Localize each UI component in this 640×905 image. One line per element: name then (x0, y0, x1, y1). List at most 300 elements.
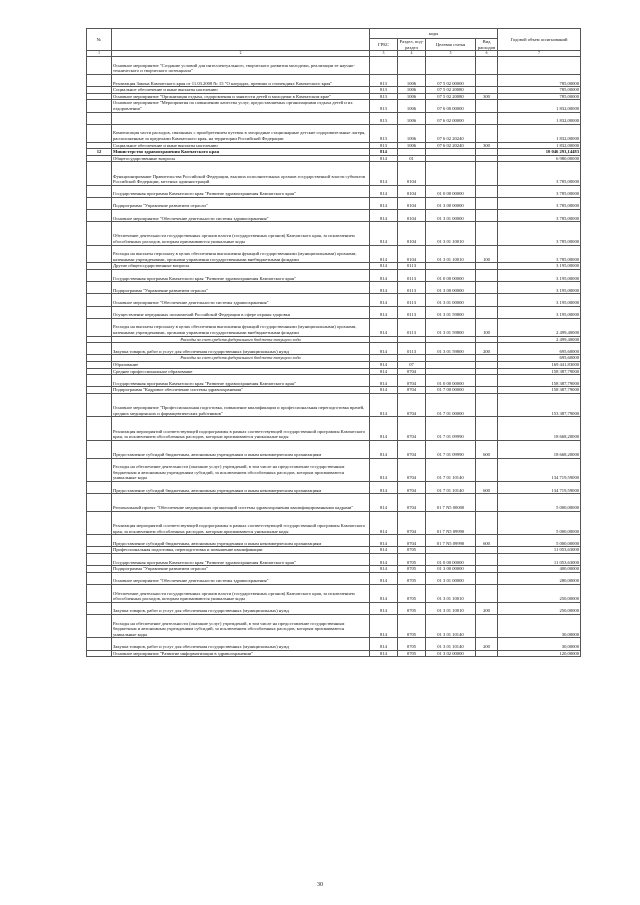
row-razdel: 0704 (398, 417, 426, 440)
row-csr: 01 0 00 00000 (426, 554, 476, 566)
table-row (87, 245, 581, 263)
column-index: 1 (87, 51, 112, 57)
row-name: Подпрограмма "Кадровое обеспечение системы здравоохранения" (112, 387, 370, 394)
row-sum: 3 785,00000 (498, 210, 581, 222)
row-grbs: 814 (370, 585, 398, 603)
row-csr: 01 3 02 00000 (426, 650, 476, 657)
row-vid (476, 74, 498, 86)
row-csr: 01 0 00 00000 (426, 270, 476, 282)
table-row (87, 387, 581, 394)
row-vid (476, 585, 498, 603)
row-csr: 01 7 01 09990 (426, 417, 476, 440)
row-vid: 200 (476, 602, 498, 614)
row-sum: 6 980,00000 (498, 155, 581, 162)
row-number (87, 387, 112, 394)
header-row-top (87, 29, 581, 39)
row-sum: 11 053,63000 (498, 547, 581, 554)
table-row (87, 270, 581, 282)
row-razdel: 1006 (398, 93, 426, 100)
row-name: Расходы за счет средств федерального бюджета текущего года (112, 355, 370, 362)
row-name: Компенсация части расходов, связанных с приобретением путевок в загородные стационарные детские оздоровительные лагеря, расположенные за пределами Камчатского края, на территории Российской Федерации (112, 124, 370, 142)
row-sum: 3 195,00000 (498, 263, 581, 270)
row-number (87, 245, 112, 263)
row-number (87, 142, 112, 149)
row-csr: 01 3 01 10010 (426, 222, 476, 245)
row-csr: 01 7 00 00000 (426, 387, 476, 394)
row-vid (476, 112, 498, 124)
row-sum: 158 387,79000 (498, 387, 581, 394)
row-sum: 30,00000 (498, 615, 581, 638)
row-number (87, 650, 112, 657)
row-csr (426, 361, 476, 368)
row-sum: 5 000,00000 (498, 511, 581, 534)
row-name: Основное мероприятие "Создание условий для интеллектуального, творческого развития молодежи, реализации ее научно-технического и творческого потенциала" (112, 57, 370, 75)
row-sum: 3 785,00000 (498, 222, 581, 245)
row-name: Основное мероприятие "Мероприятия по повышению качества услуг, предоставляемых организациями отдыха детей и их оздоровления" (112, 100, 370, 112)
table-row (87, 185, 581, 197)
row-razdel: 0704 (398, 494, 426, 512)
table-row (87, 572, 581, 584)
row-razdel: 0704 (398, 535, 426, 547)
row-name: Государственная программа Камчатского края "Развитие здравоохранения Камчатского края" (112, 554, 370, 566)
row-csr (426, 155, 476, 162)
row-sum: 400,00000 (498, 566, 581, 573)
row-name: Региональный проект "Обеспечение медицинских организаций системы здравоохранения квалифицированными кадрами" (112, 494, 370, 512)
table-row (87, 57, 581, 75)
row-vid: 100 (476, 318, 498, 336)
row-razdel: 0704 (398, 387, 426, 394)
row-number (87, 417, 112, 440)
row-csr (426, 149, 476, 156)
row-grbs: 813 (370, 124, 398, 142)
row-grbs: 814 (370, 650, 398, 657)
row-razdel: 1006 (398, 87, 426, 94)
row-csr (426, 57, 476, 75)
row-grbs: 814 (370, 387, 398, 394)
column-index: 6 (476, 51, 498, 57)
row-number (87, 294, 112, 306)
row-csr: 01 3 01 10140 (426, 615, 476, 638)
row-grbs: 813 (370, 142, 398, 149)
row-number (87, 458, 112, 481)
row-razdel (398, 336, 426, 343)
row-grbs: 814 (370, 222, 398, 245)
row-vid (476, 294, 498, 306)
row-vid (476, 100, 498, 112)
row-grbs: 814 (370, 547, 398, 554)
header-grbs: ГРБС (370, 39, 398, 51)
table-row (87, 566, 581, 573)
row-number (87, 602, 112, 614)
row-grbs: 814 (370, 343, 398, 355)
row-number (87, 481, 112, 493)
row-vid (476, 124, 498, 142)
row-sum: 18 668,20000 (498, 417, 581, 440)
row-csr: 07 5 02 00000 (426, 74, 476, 86)
row-vid: 200 (476, 638, 498, 650)
row-name: Государственная программа Камчатского края "Развитие здравоохранения Камчатского края" (112, 185, 370, 197)
row-vid (476, 458, 498, 481)
row-sum: 1 832,00000 (498, 100, 581, 112)
row-razdel: 0104 (398, 245, 426, 263)
row-csr: 01 3 00 00000 (426, 282, 476, 294)
table-row (87, 197, 581, 209)
page-number: 30 (317, 882, 323, 888)
row-name: Закупка товаров, работ и услуг для обеспечения государственных (муниципальных) нужд (112, 602, 370, 614)
row-vid (476, 572, 498, 584)
row-csr: 01 7 01 10140 (426, 458, 476, 481)
row-sum: 250,00000 (498, 585, 581, 603)
row-name: Министерство здравоохранения Камчатского края (112, 149, 370, 156)
row-vid: 300 (476, 93, 498, 100)
row-sum: 3 785,00000 (498, 185, 581, 197)
row-name: Расходы на выплаты персоналу в целях обеспечения выполнения функций государственными (муниципальными) органами, казенными учреждениями, органами управления государственными внебюджетными фондами (112, 245, 370, 263)
row-vid (476, 87, 498, 94)
row-name: Подпрограмма "Управление развитием отрасли" (112, 566, 370, 573)
column-index: 7 (498, 51, 581, 57)
row-grbs: 814 (370, 602, 398, 614)
row-name: Основное мероприятие "Обеспечение деятельности системы здравоохранения" (112, 294, 370, 306)
row-sum: 695,60000 (498, 355, 581, 362)
row-csr (426, 368, 476, 375)
row-number (87, 74, 112, 86)
row-name (112, 112, 370, 124)
row-razdel: 0705 (398, 638, 426, 650)
row-sum: 3 785,00000 (498, 245, 581, 263)
table-row (87, 343, 581, 355)
row-vid (476, 282, 498, 294)
row-razdel: 0705 (398, 650, 426, 657)
row-grbs: 814 (370, 361, 398, 368)
row-razdel: 0113 (398, 282, 426, 294)
row-vid: 600 (476, 481, 498, 493)
row-number (87, 210, 112, 222)
row-razdel: 0704 (398, 393, 426, 416)
row-name: Реализация мероприятий соответствующей подпрограммы в рамках соответствующей государственной программы Камчатского края, за исключением обособленных расходов, которым присваиваются уникальные коды (112, 417, 370, 440)
row-sum: 3 195,00000 (498, 294, 581, 306)
row-csr (426, 355, 476, 362)
table-row (87, 458, 581, 481)
row-number (87, 318, 112, 336)
row-name: Другие общегосударственные вопросы (112, 263, 370, 270)
row-grbs: 814 (370, 185, 398, 197)
table-row (87, 585, 581, 603)
row-vid (476, 185, 498, 197)
table-row (87, 375, 581, 387)
header-razdel: Раздел, под-раздел (398, 39, 426, 51)
row-csr: 01 3 01 59800 (426, 318, 476, 336)
row-grbs: 813 (370, 100, 398, 112)
row-grbs: 814 (370, 481, 398, 493)
row-csr (426, 263, 476, 270)
row-sum: 1 832,00000 (498, 142, 581, 149)
row-csr: 01 3 01 00000 (426, 572, 476, 584)
row-name: Предоставление субсидий бюджетным, автономным учреждениям и иным некоммерческим организациям (112, 481, 370, 493)
column-index: 5 (426, 51, 476, 57)
row-razdel (398, 355, 426, 362)
row-sum: 3 195,00000 (498, 306, 581, 318)
row-number (87, 100, 112, 112)
row-razdel (398, 57, 426, 75)
row-number (87, 155, 112, 162)
row-number (87, 112, 112, 124)
row-number (87, 494, 112, 512)
row-name: Профессиональная подготовка, переподготовка и повышение квалификации (112, 547, 370, 554)
row-number (87, 222, 112, 245)
row-grbs: 814 (370, 197, 398, 209)
row-razdel (398, 149, 426, 156)
table-row (87, 294, 581, 306)
column-index: 2 (112, 51, 370, 57)
row-name: Среднее профессиональное образование (112, 368, 370, 375)
row-grbs: 814 (370, 511, 398, 534)
row-csr: 01 3 01 10010 (426, 602, 476, 614)
row-razdel: 0104 (398, 222, 426, 245)
row-vid (476, 511, 498, 534)
row-grbs: 814 (370, 458, 398, 481)
table-row (87, 263, 581, 270)
row-razdel: 01 (398, 155, 426, 162)
table-row (87, 124, 581, 142)
row-number (87, 375, 112, 387)
table-row (87, 74, 581, 86)
row-number (87, 263, 112, 270)
row-grbs: 814 (370, 245, 398, 263)
row-name: Расходы на обеспечение деятельности (оказание услуг) учреждений, в том числе на предоставление государственным бюджетным и автономным учреждениям субсидий, за исключением обособленных расходов, которым присваиваются уникальные коды (112, 458, 370, 481)
row-vid (476, 547, 498, 554)
row-name: Предоставление субсидий бюджетным, автономным учреждениям и иным некоммерческим организациям (112, 535, 370, 547)
row-sum: 2 499,40000 (498, 318, 581, 336)
row-vid (476, 162, 498, 185)
row-sum: 3 785,00000 (498, 197, 581, 209)
row-razdel: 0705 (398, 602, 426, 614)
row-name: Подпрограмма "Управление развитием отрасли" (112, 282, 370, 294)
row-vid: 600 (476, 535, 498, 547)
row-name: Расходы за счет средств федерального бюджета текущего года (112, 336, 370, 343)
row-sum: 785,00000 (498, 93, 581, 100)
row-razdel: 0104 (398, 185, 426, 197)
row-razdel: 0704 (398, 375, 426, 387)
row-number (87, 361, 112, 368)
row-sum: 1 832,00000 (498, 112, 581, 124)
row-vid: 100 (476, 245, 498, 263)
row-razdel: 0113 (398, 306, 426, 318)
row-grbs: 814 (370, 270, 398, 282)
row-sum: 120,00000 (498, 650, 581, 657)
row-grbs: 813 (370, 87, 398, 94)
row-csr: 01 7 N5 00000 (426, 494, 476, 512)
row-razdel: 1006 (398, 74, 426, 86)
row-csr: 01 3 01 00000 (426, 210, 476, 222)
row-number (87, 355, 112, 362)
row-sum: 785,00000 (498, 87, 581, 94)
row-vid (476, 306, 498, 318)
row-vid (476, 57, 498, 75)
row-vid: 600 (476, 440, 498, 458)
row-sum: 10 046 293,14483 (498, 149, 581, 156)
table-row (87, 318, 581, 336)
row-grbs: 813 (370, 74, 398, 86)
row-csr: 01 7 N5 09990 (426, 535, 476, 547)
row-csr: 07 6 02 20240 (426, 124, 476, 142)
row-razdel: 1006 (398, 112, 426, 124)
row-grbs: 814 (370, 162, 398, 185)
row-razdel: 0113 (398, 294, 426, 306)
row-razdel: 0705 (398, 566, 426, 573)
row-grbs: 814 (370, 318, 398, 336)
row-csr: 07 6 02 20240 (426, 142, 476, 149)
row-csr: 01 3 00 00000 (426, 197, 476, 209)
header-vid: Вид расходов (476, 39, 498, 51)
row-grbs: 814 (370, 149, 398, 156)
row-name: Основное мероприятие "Обеспечение деятельности системы здравоохранения" (112, 572, 370, 584)
row-grbs: 813 (370, 93, 398, 100)
table-row (87, 602, 581, 614)
row-csr: 01 3 01 59800 (426, 343, 476, 355)
table-row (87, 155, 581, 162)
row-grbs: 814 (370, 615, 398, 638)
row-razdel: 0113 (398, 270, 426, 282)
row-csr: 07 5 02 20080 (426, 93, 476, 100)
row-number (87, 57, 112, 75)
row-csr: 01 3 01 59800 (426, 306, 476, 318)
row-vid: 300 (476, 142, 498, 149)
header-name (112, 29, 370, 51)
row-csr: 01 3 01 10010 (426, 245, 476, 263)
row-razdel: 0704 (398, 440, 426, 458)
row-number (87, 547, 112, 554)
row-csr: 01 7 01 00000 (426, 393, 476, 416)
row-razdel: 0113 (398, 343, 426, 355)
row-vid (476, 566, 498, 573)
row-name: Социальное обеспечение и иные выплаты населению (112, 87, 370, 94)
row-vid (476, 393, 498, 416)
table-row (87, 222, 581, 245)
table-row (87, 306, 581, 318)
row-name: Обеспечение деятельности государственных органов власти (государственных органов) Камчатского края, за исключением обособленных расходов, которым присваиваются уникальные коды (112, 222, 370, 245)
table-row (87, 112, 581, 124)
row-csr: 01 3 00 00000 (426, 566, 476, 573)
table-row (87, 210, 581, 222)
row-razdel: 0113 (398, 263, 426, 270)
table-row (87, 511, 581, 534)
table-row (87, 162, 581, 185)
row-grbs: 814 (370, 638, 398, 650)
row-razdel: 1006 (398, 142, 426, 149)
row-name: Предоставление субсидий бюджетным, автономным учреждениям и иным некоммерческим организациям (112, 440, 370, 458)
row-number (87, 282, 112, 294)
row-sum: 1 832,00000 (498, 124, 581, 142)
row-number (87, 368, 112, 375)
table-row (87, 417, 581, 440)
row-number (87, 585, 112, 603)
row-number (87, 535, 112, 547)
row-csr: 07 6 02 00000 (426, 112, 476, 124)
row-grbs: 813 (370, 112, 398, 124)
row-name: Реализация Закона Камчатского края от 11.03.2008 № 15 "О наградах, премиях и стипендиях Камчатского края" (112, 74, 370, 86)
row-name: Подпрограмма "Управление развитием отрасли" (112, 197, 370, 209)
row-sum: 695,60000 (498, 343, 581, 355)
row-number (87, 306, 112, 318)
header-csr: Целевая статья (426, 39, 476, 51)
column-index: 3 (370, 51, 398, 57)
row-vid (476, 336, 498, 343)
row-razdel: 1006 (398, 100, 426, 112)
row-grbs: 814 (370, 375, 398, 387)
table-body (87, 57, 581, 657)
row-name: Общегосударственные вопросы (112, 155, 370, 162)
row-grbs: 814 (370, 417, 398, 440)
row-name: Осуществление переданных полномочий Российской Федерации в сфере охраны здоровья (112, 306, 370, 318)
row-sum: 3 195,00000 (498, 282, 581, 294)
row-name: Закупка товаров, работ и услуг для обеспечения государственных (муниципальных) нужд (112, 343, 370, 355)
row-razdel: 0104 (398, 197, 426, 209)
row-grbs: 814 (370, 440, 398, 458)
row-vid (476, 155, 498, 162)
row-number (87, 566, 112, 573)
row-grbs: 814 (370, 566, 398, 573)
row-sum: 18 668,20000 (498, 440, 581, 458)
row-csr: 07 6 00 00000 (426, 100, 476, 112)
row-name: Расходы на обеспечение деятельности (оказание услуг) учреждений, в том числе на предоставление государственным бюджетным и автономным учреждениям субсидий, за исключением обособленных расходов, которым присваиваются уникальные коды (112, 615, 370, 638)
row-number (87, 572, 112, 584)
row-razdel: 0104 (398, 210, 426, 222)
row-number: 12 (87, 149, 112, 156)
table-row (87, 638, 581, 650)
row-csr: 07 5 02 20080 (426, 87, 476, 94)
row-razdel: 0704 (398, 481, 426, 493)
row-number (87, 440, 112, 458)
row-sum: 3 785,00000 (498, 162, 581, 185)
table-row (87, 282, 581, 294)
row-razdel: 0705 (398, 547, 426, 554)
row-grbs: 814 (370, 294, 398, 306)
row-number (87, 162, 112, 185)
row-csr (426, 336, 476, 343)
row-grbs: 814 (370, 263, 398, 270)
row-vid (476, 375, 498, 387)
row-vid (476, 368, 498, 375)
row-number (87, 615, 112, 638)
row-name: Основное мероприятие "Обеспечение деятельности системы здравоохранения" (112, 210, 370, 222)
table-row (87, 149, 581, 156)
row-number (87, 197, 112, 209)
header-no: № (87, 29, 112, 51)
header-codes: коды (370, 29, 498, 39)
row-csr: 01 7 01 09990 (426, 440, 476, 458)
table-row (87, 336, 581, 343)
row-csr: 01 0 00 00000 (426, 185, 476, 197)
table-row (87, 554, 581, 566)
row-number (87, 343, 112, 355)
row-razdel: 0705 (398, 554, 426, 566)
row-razdel: 07 (398, 361, 426, 368)
row-name: Основное мероприятие "Профессиональная подготовка, повышение квалификации и профессиональная переподготовка врачей, средних медицинских и фармацевтических работников" (112, 393, 370, 416)
table-row (87, 650, 581, 657)
row-vid (476, 615, 498, 638)
row-name: Основное мероприятие "Развитие информатизации в здравоохранении" (112, 650, 370, 657)
row-number (87, 124, 112, 142)
header-total: Годовой объем ассигнований (498, 29, 581, 51)
row-vid (476, 417, 498, 440)
row-razdel: 0705 (398, 585, 426, 603)
row-number (87, 393, 112, 416)
row-razdel: 0704 (398, 458, 426, 481)
row-grbs: 814 (370, 155, 398, 162)
column-index: 4 (398, 51, 426, 57)
table-row (87, 481, 581, 493)
row-csr (426, 162, 476, 185)
